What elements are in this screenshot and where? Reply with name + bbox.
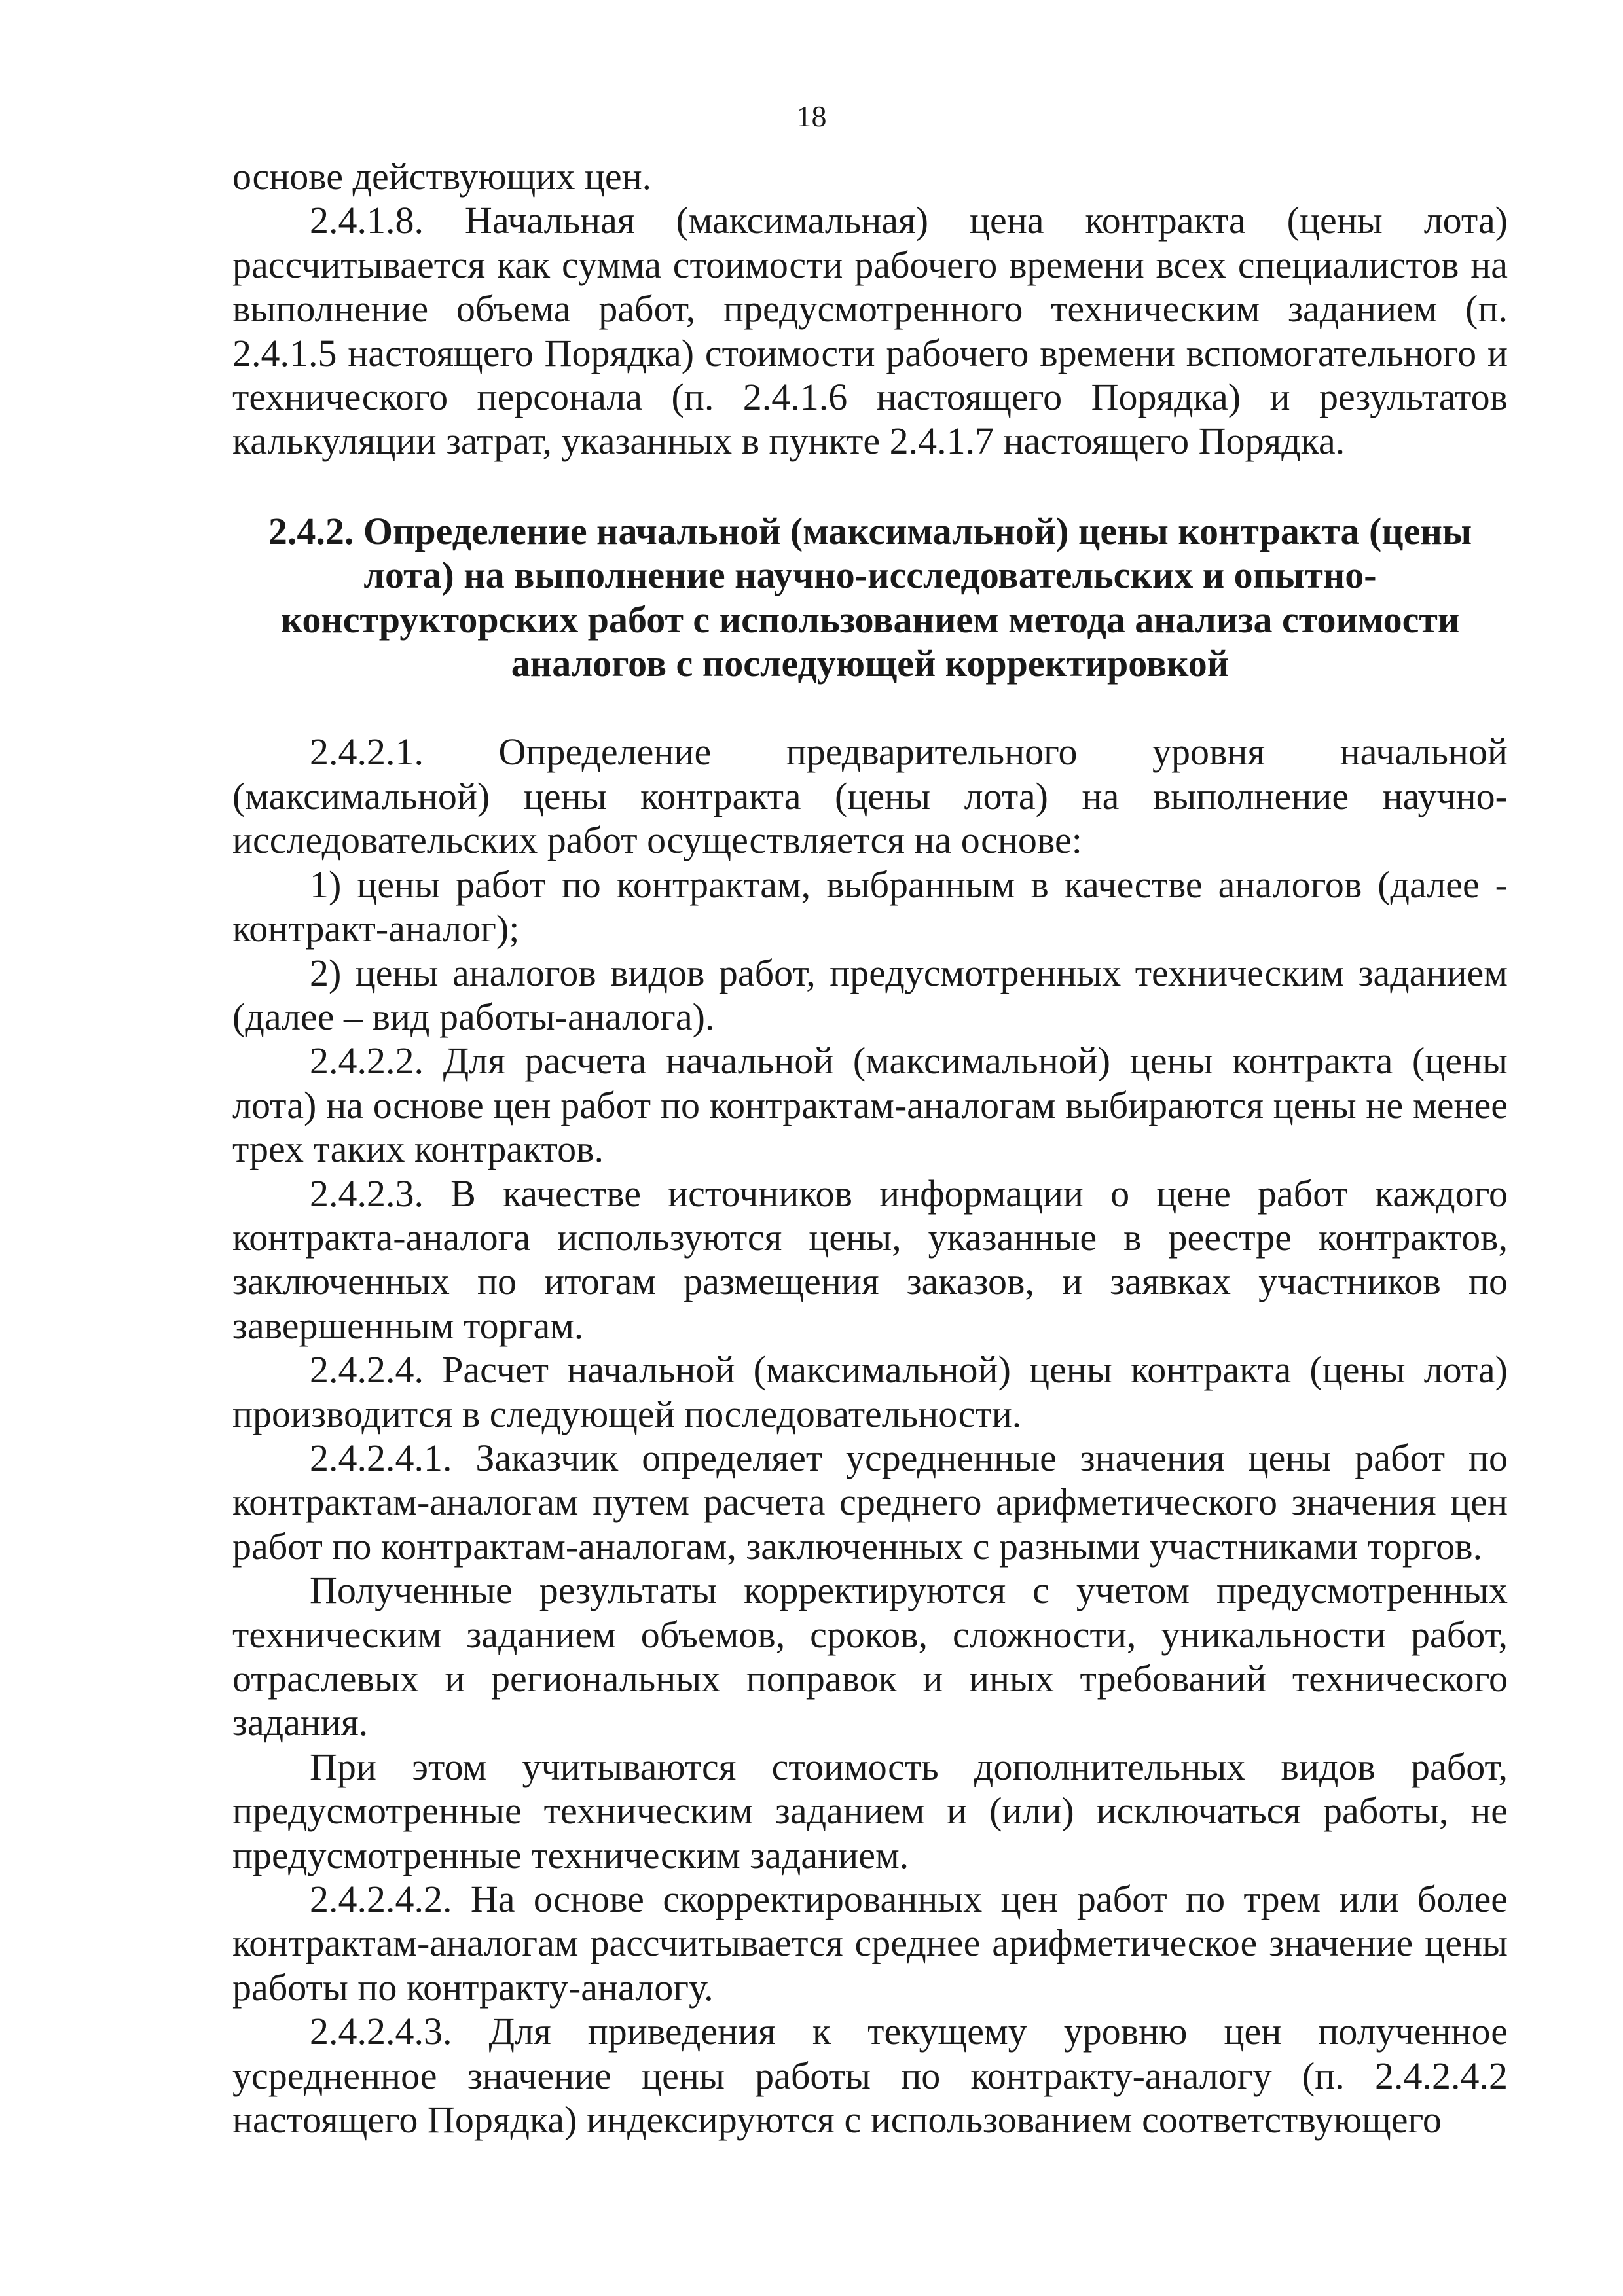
list-item-2: 2) цены аналогов видов работ, предусмотренных техническим заданием (далее – вид работы-аналога). <box>232 951 1508 1038</box>
paragraph-2-4-2-3: 2.4.2.3. В качестве источников информации о цене работ каждого контракта-аналога используются цены, указанные в реестре контрактов, заключенных по итогам размещения заказов, и заявках участников по завершенным торгам. <box>232 1172 1508 1347</box>
page-number: 18 <box>796 99 827 133</box>
list-item-1: 1) цены работ по контрактам, выбранным в качестве аналогов (далее - контракт-аналог); <box>232 863 1508 950</box>
paragraph-2-4-2-4: 2.4.2.4. Расчет начальной (максимальной) цены контракта (цены лота) производится в следующей последовательности. <box>232 1348 1508 1435</box>
document-body <box>232 154 1508 2142</box>
paragraph-continuation: основе действующих цен. <box>232 155 652 198</box>
paragraph-2-4-1-8: 2.4.1.8. Начальная (максимальная) цена контракта (цены лота) рассчитывается как сумма стоимости рабочего времени всех специалистов на выполнение объема работ, предусмотренного техническим заданием (п. 2.4.1.5 настоящего Порядка) стоимости рабочего времени вспомогательного и технического персонала (п. 2.4.1.6 настоящего Порядка) и результатов калькуляции затрат, указанных в пункте 2.4.1.7 настоящего Порядка. <box>232 199 1508 463</box>
paragraph-2-4-2-2: 2.4.2.2. Для расчета начальной (максимальной) цены контракта (цены лота) на основе цен работ по контрактам-аналогам выбираются цены не менее трех таких контрактов. <box>232 1039 1508 1171</box>
paragraph-2-4-2-1: 2.4.2.1. Определение предварительного уровня начальной (максимальной) цены контракта (цены лота) на выполнение научно-исследовательских работ осуществляется на основе: <box>232 730 1508 862</box>
section-heading: 2.4.2. Определение начальной (максимальной) цены контракта (цены лота) на выполнение научно-исследовательских и опытно-конструкторских работ с использованием метода анализа стоимости аналогов с последующей корректировкой <box>268 509 1472 685</box>
paragraph-2-4-2-4-2: 2.4.2.4.2. На основе скорректированных цен работ по трем или более контрактам-аналогам рассчитывается среднее арифметическое значение цены работы по контракту-аналогу. <box>232 1878 1508 2009</box>
paragraph-2-4-2-4-3: 2.4.2.4.3. Для приведения к текущему уровню цен полученное усредненное значение цены работы по контракту-аналогу (п. 2.4.2.4.2 настоящего Порядка) индексируются с использованием соответствующего <box>232 2010 1508 2142</box>
paragraph-results-adjusted: Полученные результаты корректируются с учетом предусмотренных техническим заданием объемов, сроков, сложности, уникальности работ, отраслевых и региональных поправок и иных требований технического задания. <box>232 1569 1508 1744</box>
paragraph-additional-works: При этом учитываются стоимость дополнительных видов работ, предусмотренные техническим заданием и (или) исключаться работы, не предусмотренные техническим заданием. <box>232 1745 1508 1876</box>
paragraph-2-4-2-4-1: 2.4.2.4.1. Заказчик определяет усредненные значения цены работ по контрактам-аналогам путем расчета среднего арифметического значения цен работ по контрактам-аналогам, заключенных с разными участниками торгов. <box>232 1436 1508 1568</box>
